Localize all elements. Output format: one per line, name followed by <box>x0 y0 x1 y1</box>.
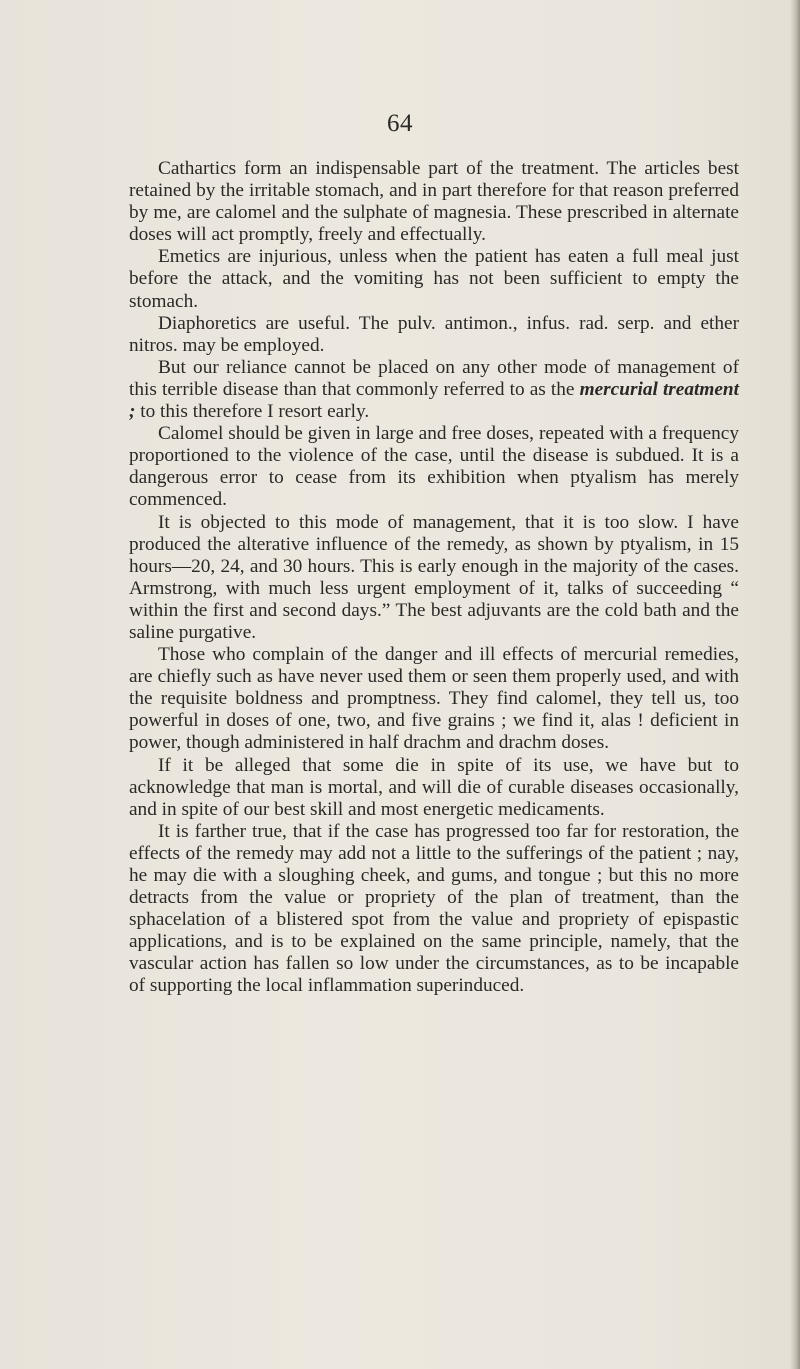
paragraph-calomel-doses: Calomel should be given in large and free doses, repeated with a frequency proportioned to the violence of the case, until the disease is subdued. It is a dangerous error to cease from its exhibition when ptyalism has merely commenced. <box>129 423 739 511</box>
paragraph-cathartics: Cathartics form an indispensable part of the treatment. The articles best retained by the irritable stomach, and in part therefore for that reason preferred by me, are calomel and the sulphate of magnesia. These prescribed in alternate doses will act promptly, freely and effectually. <box>129 158 739 246</box>
paragraph-text-after: to this therefore I resort early. <box>135 401 370 423</box>
paragraph-alleged-deaths: If it be alleged that some die in spite of its use, we have but to acknowledge that man is mortal, and will die of curable diseases occasionally, and in spite of our best skill and most energetic medicaments. <box>129 754 739 820</box>
page-edge-shadow <box>790 0 800 1369</box>
paragraph-text-before: But our reliance cannot be placed on any other mode of management of this terrible disease than that commonly referred to as the <box>129 356 739 400</box>
emphasis-mercurial-treatment: mercurial treatment ; <box>129 378 739 423</box>
page-number: 64 <box>387 110 413 137</box>
paragraph-objection-slow: It is objected to this mode of management, that it is too slow. I have produced the alterative influence of the remedy, as shown by ptyalism, in 15 hours—20, 24, and 30 hours. This is early enough in the majority of the cases. Armstrong, with much less urgent employment of it, talks of succeeding “ within the first and second days.” The best adjuvants are the cold bath and the saline purgative. <box>129 511 739 643</box>
paragraph-complaints: Those who complain of the danger and ill effects of mercurial remedies, are chiefly such as have never used them or seen them properly used, and with the requisite boldness and promptness. They find calomel, they tell us, too powerful in doses of one, two, and five grains ; we find it, alas ! deficient in power, though administered in half drachm and drachm doses. <box>129 644 739 754</box>
paragraph-farther-true: It is farther true, that if the case has progressed too far for restoration, the effects of the remedy may add not a little to the sufferings of the patient ; nay, he may die with a sloughing cheek, and gums, and tongue ; but this no more detracts from the value or propriety of the plan of treatment, than the sphacelation of a blistered spot from the value and propriety of epispastic applications, and is to be explained on the same principle, namely, that the vascular action has fallen so low under the circumstances, as to be incapable of supporting the local inflammation superinduced. <box>129 820 739 997</box>
paragraph-diaphoretics: Diaphoretics are useful. The pulv. antimon., infus. rad. serp. and ether nitros. may be employed. <box>129 312 739 356</box>
paragraph-emetics: Emetics are injurious, unless when the patient has eaten a full meal just before the attack, and the vomiting has not been sufficient to empty the stomach. <box>129 246 739 312</box>
body-text <box>129 158 739 998</box>
paragraph-mercurial-treatment <box>129 357 739 423</box>
